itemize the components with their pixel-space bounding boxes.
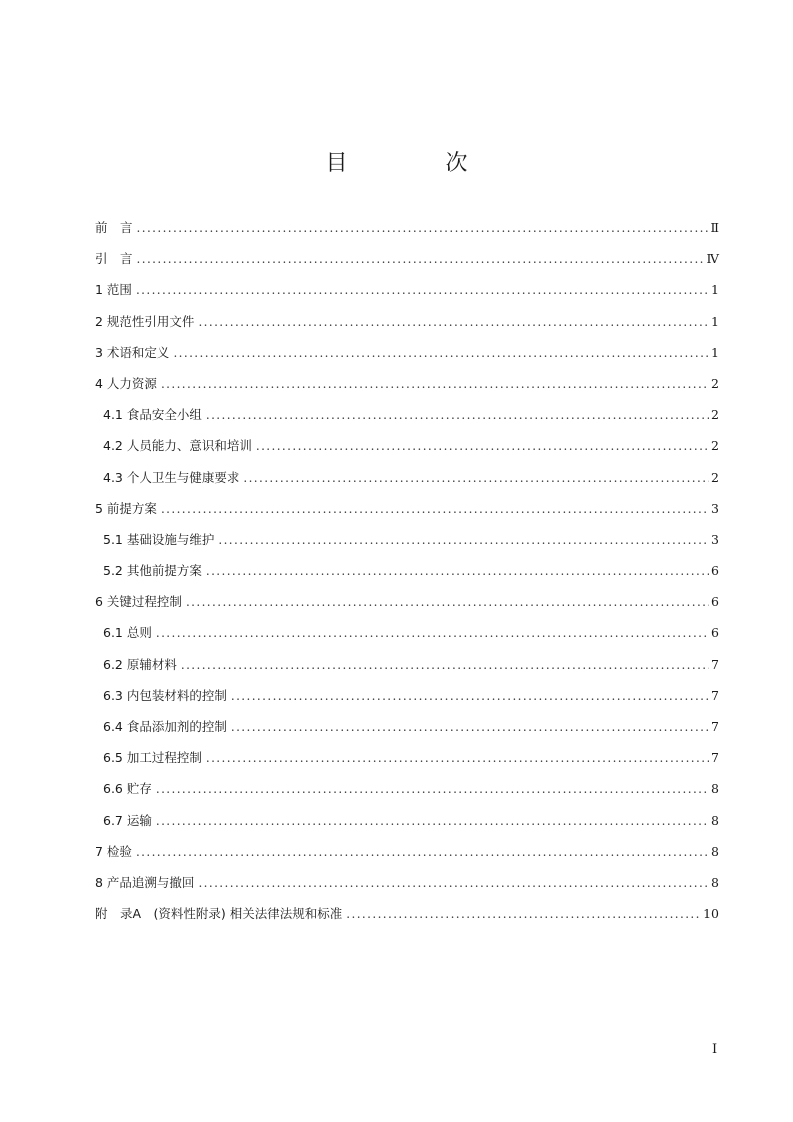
toc-entry-label: 4.1 食品安全小组 xyxy=(103,407,202,423)
toc-entry-label: 前 言 xyxy=(95,220,133,235)
toc-entry-page: 6 xyxy=(711,594,719,610)
toc-entry-page: 2 xyxy=(711,469,719,485)
toc-leader-dots xyxy=(256,431,709,462)
table-of-contents xyxy=(95,212,719,929)
toc-entry[interactable] xyxy=(95,462,719,493)
toc-entry-label: 5 前提方案 xyxy=(95,500,157,516)
toc-entry-page: Ⅳ xyxy=(706,251,719,267)
toc-entry-page: 8 xyxy=(711,781,719,797)
toc-entry[interactable] xyxy=(95,805,719,836)
toc-entry-label: 7 检验 xyxy=(95,843,132,859)
toc-leader-dots xyxy=(173,338,709,369)
toc-leader-dots xyxy=(186,587,709,618)
toc-entry[interactable] xyxy=(95,867,719,898)
toc-entry-label: 6.5 加工过程控制 xyxy=(103,750,202,766)
toc-entry[interactable] xyxy=(95,711,719,742)
toc-entry[interactable] xyxy=(95,243,719,274)
toc-leader-dots xyxy=(161,369,709,400)
toc-entry-label: 附 录A (资料性附录) 相关法律法规和标准 xyxy=(95,906,343,922)
toc-entry[interactable] xyxy=(95,617,719,648)
toc-leader-dots xyxy=(156,806,709,837)
toc-entry-page: 8 xyxy=(711,843,719,859)
toc-entry-label: 6.1 总则 xyxy=(103,625,152,641)
toc-leader-dots xyxy=(137,213,709,244)
toc-entry[interactable] xyxy=(95,337,719,368)
toc-leader-dots xyxy=(137,244,705,275)
toc-leader-dots xyxy=(198,307,709,338)
toc-entry[interactable] xyxy=(95,898,719,929)
toc-leader-dots xyxy=(161,494,709,525)
toc-entry[interactable] xyxy=(95,586,719,617)
toc-entry-page: 8 xyxy=(711,874,719,890)
toc-entry-page: 2 xyxy=(711,438,719,454)
toc-leader-dots xyxy=(206,743,709,774)
toc-entry-label: 5.2 其他前提方案 xyxy=(103,563,202,579)
toc-entry-label: 6.2 原辅材料 xyxy=(103,656,177,672)
toc-entry-page: 3 xyxy=(711,531,719,547)
toc-leader-dots xyxy=(198,868,709,899)
toc-entry-label: 4.2 人员能力、意识和培训 xyxy=(103,438,252,454)
toc-entry-page: 10 xyxy=(703,906,719,922)
toc-entry[interactable] xyxy=(95,773,719,804)
toc-entry-page: 7 xyxy=(711,750,719,766)
toc-entry-label: 6 关键过程控制 xyxy=(95,594,182,610)
toc-leader-dots xyxy=(243,463,709,494)
toc-entry[interactable] xyxy=(95,430,719,461)
toc-entry-label: 8 产品追溯与撤回 xyxy=(95,874,195,890)
page-number: I xyxy=(712,1042,718,1057)
toc-entry-label: 6.4 食品添加剂的控制 xyxy=(103,719,227,734)
toc-entry-label: 6.6 贮存 xyxy=(103,781,152,797)
toc-entry-page: 6 xyxy=(711,563,719,579)
toc-leader-dots xyxy=(156,774,709,805)
toc-leader-dots xyxy=(346,899,701,930)
toc-leader-dots xyxy=(231,681,709,712)
toc-entry[interactable] xyxy=(95,274,719,305)
toc-entry-label: 6.7 运输 xyxy=(103,812,152,828)
toc-leader-dots xyxy=(218,525,709,556)
toc-leader-dots xyxy=(181,650,709,681)
toc-entry[interactable] xyxy=(95,212,719,243)
toc-leader-dots xyxy=(136,275,709,306)
toc-leader-dots xyxy=(136,837,709,868)
toc-entry[interactable] xyxy=(95,368,719,399)
toc-entry[interactable] xyxy=(95,306,719,337)
toc-entry-label: 引 言 xyxy=(95,251,133,267)
toc-entry-page: Ⅱ xyxy=(710,220,719,235)
toc-entry[interactable] xyxy=(95,524,719,555)
toc-entry[interactable] xyxy=(95,555,719,586)
toc-entry[interactable] xyxy=(95,399,719,430)
toc-leader-dots xyxy=(206,556,709,587)
toc-entry-page: 7 xyxy=(711,656,719,672)
toc-entry-page: 2 xyxy=(711,375,719,391)
toc-entry-page: 2 xyxy=(711,407,719,423)
toc-leader-dots xyxy=(231,712,709,743)
toc-entry-page: 1 xyxy=(711,313,719,329)
toc-entry-page: 6 xyxy=(711,625,719,641)
toc-entry[interactable] xyxy=(95,742,719,773)
toc-entry-page: 1 xyxy=(711,344,719,360)
toc-entry-label: 2 规范性引用文件 xyxy=(95,313,195,329)
toc-entry-page: 7 xyxy=(711,687,719,703)
toc-entry[interactable] xyxy=(95,836,719,867)
toc-entry-label: 1 范围 xyxy=(95,282,132,298)
toc-entry-page: 8 xyxy=(711,812,719,828)
toc-leader-dots xyxy=(206,400,709,431)
toc-entry[interactable] xyxy=(95,493,719,524)
page-title: 目 次 xyxy=(325,151,506,176)
toc-entry[interactable] xyxy=(95,680,719,711)
toc-entry-label: 4.3 个人卫生与健康要求 xyxy=(103,469,240,485)
toc-leader-dots xyxy=(156,618,709,649)
toc-entry-label: 4 人力资源 xyxy=(95,375,157,391)
toc-entry-page: 1 xyxy=(711,282,719,298)
toc-entry-page: 7 xyxy=(711,719,719,734)
toc-entry-page: 3 xyxy=(711,500,719,516)
toc-entry-label: 6.3 内包装材料的控制 xyxy=(103,687,227,703)
toc-entry[interactable] xyxy=(95,649,719,680)
toc-entry-label: 3 术语和定义 xyxy=(95,344,170,360)
toc-entry-label: 5.1 基础设施与维护 xyxy=(103,531,215,547)
